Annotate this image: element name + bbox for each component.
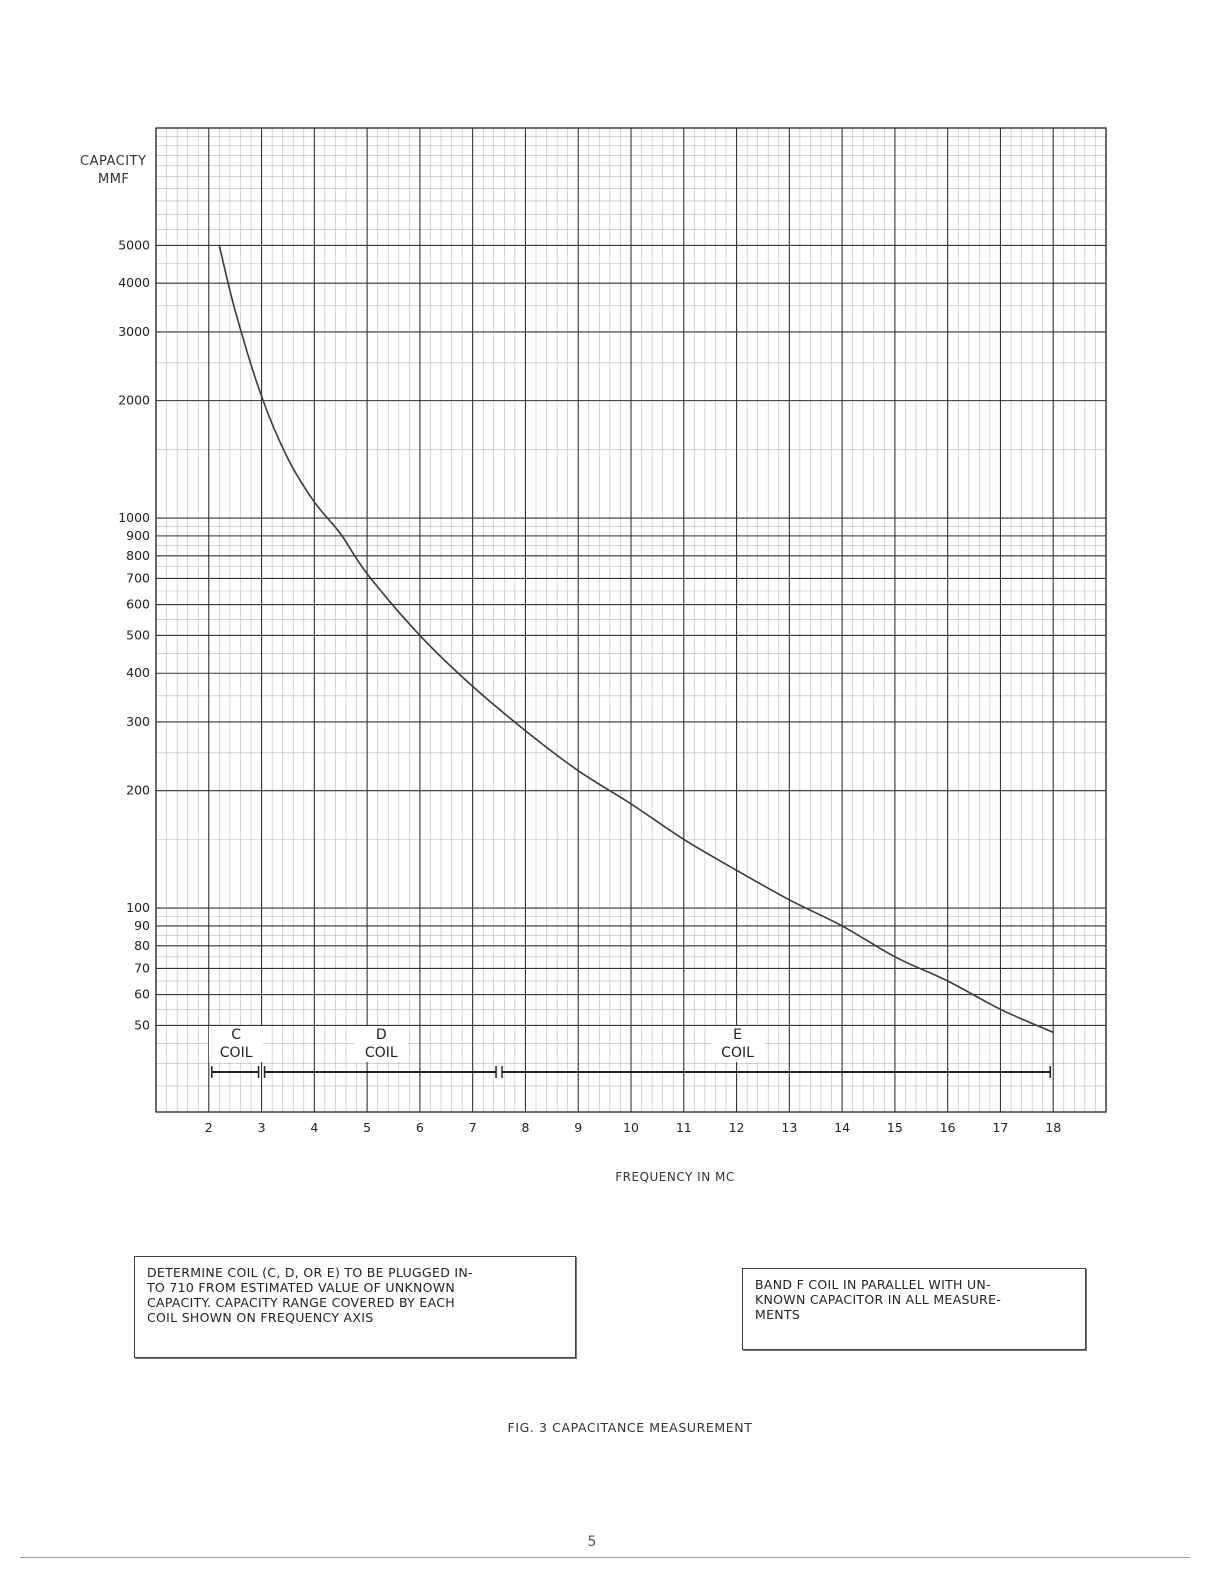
x-tick-label: 16 — [939, 1120, 956, 1135]
y-tick-label: 80 — [134, 937, 150, 953]
coil-label — [354, 1026, 408, 1062]
x-tick-label: 17 — [992, 1120, 1009, 1135]
note-line: TO 710 FROM ESTIMATED VALUE OF UNKNOWN — [147, 1280, 456, 1295]
x-tick-label: 6 — [415, 1120, 424, 1135]
x-tick-label: 8 — [521, 1120, 530, 1135]
x-tick-label: 14 — [834, 1120, 851, 1135]
coil-label — [711, 1026, 765, 1062]
x-axis-label: FREQUENCY IN MC — [615, 1170, 735, 1184]
coil-label-line: COIL — [364, 1045, 398, 1061]
x-tick-label: 4 — [310, 1120, 319, 1135]
x-tick-label: 9 — [574, 1120, 583, 1135]
x-tick-label: 2 — [204, 1120, 213, 1135]
coil-label-line: C — [231, 1027, 242, 1043]
note-line: DETERMINE COIL (C, D, OR E) TO BE PLUGGED IN- — [147, 1265, 473, 1280]
y-tick-label: 700 — [126, 570, 150, 586]
coil-selection-note — [134, 1256, 576, 1358]
curve-layer — [219, 245, 1053, 1032]
y-tick-label: 5000 — [118, 237, 150, 253]
x-tick-label: 10 — [623, 1120, 639, 1135]
y-tick-label: 2000 — [118, 392, 150, 408]
y-axis-label-line-1: CAPACITY — [80, 154, 147, 169]
y-tick-label: 500 — [126, 627, 150, 643]
y-tick-labels — [118, 237, 150, 1032]
y-tick-label: 70 — [134, 960, 150, 976]
page-number: 5 — [587, 1534, 597, 1550]
y-tick-label: 100 — [126, 900, 150, 916]
x-tick-label: 15 — [886, 1120, 903, 1135]
x-tick-label: 3 — [257, 1120, 266, 1135]
coil-label — [209, 1026, 263, 1062]
y-tick-label: 90 — [134, 917, 150, 933]
y-tick-label: 3000 — [118, 323, 150, 339]
x-tick-label: 5 — [363, 1120, 372, 1135]
y-tick-label: 200 — [126, 782, 150, 798]
note-line: BAND F COIL IN PARALLEL WITH UN- — [755, 1277, 991, 1292]
coil-label-line: E — [733, 1027, 742, 1043]
y-tick-label: 1000 — [118, 510, 150, 526]
y-tick-label: 400 — [126, 665, 150, 681]
note-line: MENTS — [755, 1307, 801, 1322]
coil-label-line: COIL — [219, 1045, 253, 1061]
y-tick-label: 900 — [126, 527, 150, 543]
x-tick-labels — [205, 1120, 1061, 1135]
note-line: CAPACITY. CAPACITY RANGE COVERED BY EACH — [147, 1295, 455, 1310]
y-tick-label: 800 — [126, 547, 150, 563]
y-tick-label: 300 — [126, 713, 150, 729]
y-axis-label-line-2: MMF — [98, 172, 130, 187]
coil-label-line: COIL — [721, 1045, 754, 1061]
figure-caption: FIG. 3 CAPACITANCE MEASUREMENT — [507, 1420, 753, 1435]
x-tick-label: 13 — [781, 1120, 798, 1135]
y-tick-label: 600 — [126, 596, 150, 612]
y-tick-label: 4000 — [118, 275, 150, 291]
band-f-coil-note — [742, 1268, 1086, 1350]
page-footer-rule — [20, 1557, 1190, 1558]
x-tick-label: 12 — [728, 1120, 745, 1135]
x-tick-label: 11 — [675, 1120, 692, 1135]
y-tick-label: 50 — [134, 1017, 150, 1033]
y-tick-label: 60 — [134, 986, 150, 1002]
note-line: COIL SHOWN ON FREQUENCY AXIS — [147, 1310, 374, 1325]
x-tick-label: 7 — [468, 1120, 477, 1135]
coil-label-line: D — [375, 1027, 387, 1043]
note-line: KNOWN CAPACITOR IN ALL MEASURE- — [755, 1292, 1002, 1307]
major-grid — [156, 128, 1106, 1112]
x-tick-label: 18 — [1045, 1120, 1062, 1135]
capacity-curve — [219, 245, 1053, 1032]
